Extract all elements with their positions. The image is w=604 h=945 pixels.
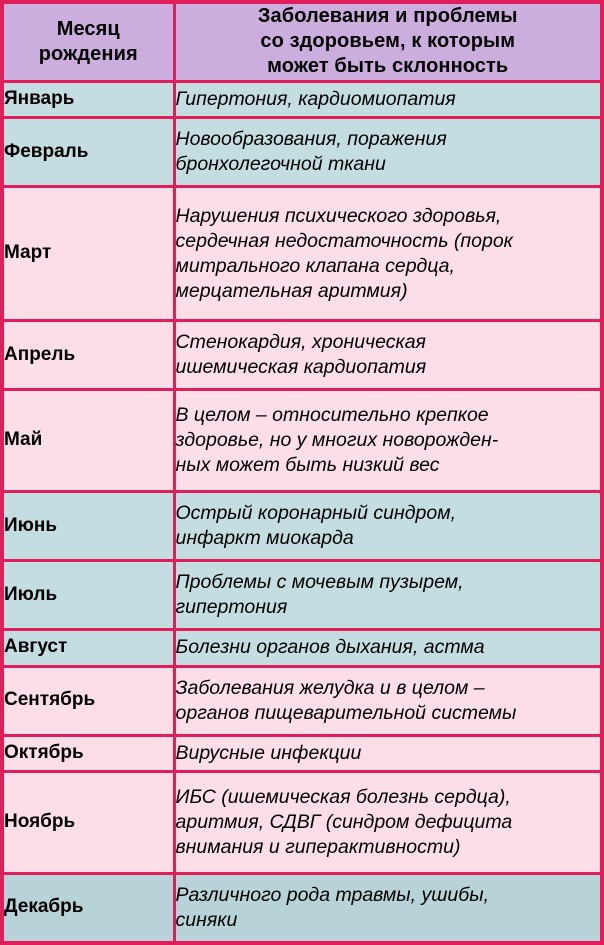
column-header-conditions — [174, 2, 602, 81]
conditions-cell-line: ишемическая кардиопатия — [175, 356, 427, 379]
conditions-cell-line: В целом – относительно крепкое — [175, 404, 489, 427]
table-body — [2, 81, 602, 943]
conditions-cell-line: Болезни органов дыхания, астма — [175, 636, 485, 659]
month-cell: Октябрь — [2, 735, 174, 771]
header-row — [2, 2, 602, 81]
conditions-cell-line: Вирусные инфекции — [175, 741, 362, 764]
conditions-cell-line: митрального клапана сердца, — [175, 254, 455, 277]
conditions-cell-line: аритмия, СДВГ (синдром дефицита — [175, 810, 513, 833]
month-cell: Май — [2, 390, 174, 492]
conditions-cell — [174, 321, 602, 390]
conditions-cell-line: Проблемы с мочевым пузырем, — [175, 571, 464, 594]
conditions-cell-line: синяки — [175, 908, 238, 931]
conditions-cell-line: Заболевания желудка и в целом – — [175, 676, 485, 699]
column-header-conditions-line: со здоровьем, к которым — [260, 30, 516, 53]
conditions-cell — [174, 666, 602, 735]
table-header — [2, 2, 602, 81]
conditions-cell-line: Гипертония, кардиомиопатия — [175, 87, 456, 110]
month-cell: Декабрь — [2, 873, 174, 943]
column-header-birth-month — [2, 2, 174, 81]
table-row — [2, 118, 602, 187]
table-row — [2, 873, 602, 943]
month-cell: Апрель — [2, 321, 174, 390]
conditions-cell — [174, 873, 602, 943]
conditions-cell-line: ных может быть низкий вес — [175, 454, 440, 477]
month-cell: Сентябрь — [2, 666, 174, 735]
column-header-birth-month-line: Месяц — [56, 17, 120, 40]
conditions-cell-line: органов пищеварительной системы — [175, 701, 517, 724]
month-cell: Август — [2, 630, 174, 666]
month-cell: Январь — [2, 81, 174, 117]
conditions-cell — [174, 735, 602, 771]
conditions-cell-line: Острый коронарный синдром, — [175, 502, 456, 525]
conditions-cell-line: Стенокардия, хроническая — [175, 331, 426, 354]
column-header-birth-month-line: рождения — [38, 42, 138, 65]
month-cell: Февраль — [2, 118, 174, 187]
conditions-cell-line: мерцательная аритмия) — [175, 279, 408, 302]
conditions-cell-line: Новообразования, поражения — [175, 128, 447, 151]
conditions-cell-line: ИБС (ишемическая болезнь сердца), — [175, 785, 511, 808]
table-row — [2, 491, 602, 560]
conditions-cell-line: Нарушения психического здоровья, — [175, 204, 502, 227]
conditions-cell-line: гипертония — [175, 596, 288, 619]
conditions-cell — [174, 187, 602, 321]
conditions-cell-line: бронхолегочной ткани — [175, 153, 386, 176]
table-row — [2, 630, 602, 666]
table-row — [2, 772, 602, 874]
conditions-cell — [174, 491, 602, 560]
conditions-cell — [174, 390, 602, 492]
month-cell: Июнь — [2, 491, 174, 560]
table-row — [2, 321, 602, 390]
month-cell: Ноябрь — [2, 772, 174, 874]
month-cell: Июль — [2, 561, 174, 630]
conditions-cell — [174, 561, 602, 630]
table-row — [2, 187, 602, 321]
conditions-cell — [174, 630, 602, 666]
conditions-cell-line: Различного рода травмы, ушибы, — [175, 883, 489, 906]
column-header-conditions-line: может быть склонность — [267, 55, 509, 78]
table-row — [2, 561, 602, 630]
conditions-cell-line: здоровье, но у многих новорожден- — [175, 429, 499, 452]
month-cell: Март — [2, 187, 174, 321]
conditions-cell-line: внимания и гиперактивности) — [175, 835, 461, 858]
conditions-cell — [174, 81, 602, 117]
table-row — [2, 735, 602, 771]
table-row — [2, 666, 602, 735]
conditions-cell — [174, 772, 602, 874]
table-row — [2, 390, 602, 492]
conditions-cell-line: инфаркт миокарда — [175, 526, 354, 549]
conditions-cell — [174, 118, 602, 187]
table-row — [2, 81, 602, 117]
conditions-cell-line: сердечная недостаточность (порок — [175, 229, 513, 252]
column-header-conditions-line: Заболевания и проблемы — [257, 5, 518, 27]
